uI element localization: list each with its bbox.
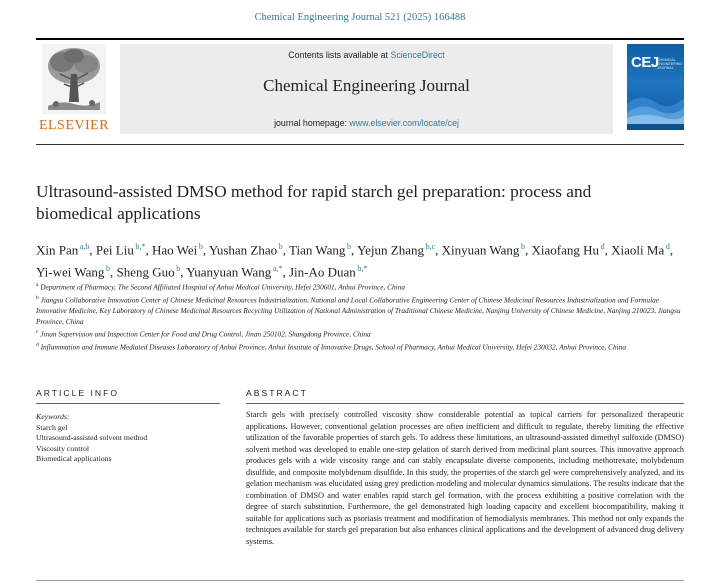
author-name[interactable]: Xiaofang Hu bbox=[531, 242, 600, 258]
cover-wave-graphic bbox=[627, 84, 684, 124]
affiliation-text: Jinan Supervision and Inspection Center for Food and Drug Control, Jinan 250102, Shangdong Province, China bbox=[38, 329, 371, 339]
author-affiliation-marker[interactable]: d bbox=[599, 242, 605, 251]
article-info-rule bbox=[36, 403, 220, 404]
affiliation-label: b bbox=[36, 295, 39, 302]
elsevier-logo[interactable] bbox=[36, 44, 112, 134]
author-name[interactable]: Yushan Zhao bbox=[208, 242, 278, 258]
contents-available-line bbox=[120, 50, 613, 60]
journal-reference-link[interactable]: Chemical Engineering Journal 521 (2025) 166488 bbox=[254, 12, 466, 23]
author-name[interactable]: Yejun Zhang bbox=[357, 242, 424, 258]
affiliation-label: a bbox=[36, 282, 39, 288]
author-name[interactable]: Hao Wei bbox=[151, 242, 198, 258]
homepage-link[interactable]: www.elsevier.com/locate/cej bbox=[349, 118, 459, 128]
affiliation-text: Jiangsu Collaborative Innovation Center of Chinese Medicinal Resources Industrialization, National and Local Collaborative Engineering Center of Chinese Medicinal Resources Industrialization and Formulae Innovative Medicine, Key Laboratory of Chinese Medicinal Resources Recycling Utilization of National Administration of Traditional Chinese Medicine, Nanjing University of Chinese Medicine, Nanjing 210023, Jiangsu Province, China bbox=[36, 295, 681, 326]
elsevier-wordmark: ELSEVIER bbox=[38, 118, 110, 133]
abstract-text: Starch gels with precisely controlled viscosity show considerable potential as topical carriers for personalized therapeutic applications. However, conventional gelation processes are often inefficient and difficult to regulate, thereby limiting the effective utilization of the favorable properties of starch gels. To address these limitations, an ultrasound-assisted dimethyl sulfoxide (DMSO) solvent method was developed to enable one-step gelation of starch derived from medicinal plant sources. This innovative approach produces gels with a wide viscosity range and can stably encapsulate diverse components, including methotrexate, molybdenum disulfide, and composite molybdenum disulfide. In this study, the properties of the starch gel were comprehensively analyzed, and its gelation mechanism was elucidated using grey prediction modeling and molecular dynamics simulations. The results indicate that the combination of DMSO and water enables rapid starch gel formation, with the process exhibiting a positive correlation with the degree of starch substitution. Furthermore, the gel demonstrated high loading capacity and excellent biocompatibility, making it suitable for applications such as psoriasis treatment and modification of hemodialysis membranes. This method not only expands the techniques available for starch gel preparation but also enhances clinical applications and the development of advanced drug delivery systems. bbox=[246, 410, 684, 547]
author-name[interactable]: Xin Pan bbox=[36, 242, 79, 258]
affiliation-text: Inflammation and Immune Mediated Diseases Laboratory of Anhui Province, Anhui Institute of Innovative Drugs, School of Pharmacy, Anhui Medical University, Hefei 230032, Anhui Province, China bbox=[38, 342, 626, 352]
author-affiliation-marker[interactable]: b bbox=[104, 264, 111, 274]
author-name[interactable]: Jin-Ao Duan bbox=[288, 264, 356, 280]
author-affiliation-marker[interactable]: b,c bbox=[423, 242, 436, 251]
keyword-item: Biomedical applications bbox=[36, 454, 112, 464]
affiliation-item bbox=[36, 280, 686, 293]
header-bottom-rule bbox=[36, 144, 684, 145]
author-affiliation-marker[interactable]: b,* bbox=[355, 264, 368, 274]
author-affiliation-marker[interactable]: a,* bbox=[271, 264, 283, 274]
keyword-item: Viscosity control bbox=[36, 443, 90, 453]
abstract-rule bbox=[246, 403, 684, 404]
author-name[interactable]: Yuanyuan Wang bbox=[186, 264, 272, 280]
affiliation-label: d bbox=[36, 342, 39, 349]
affiliation-item bbox=[36, 340, 686, 353]
article-info-heading: ARTICLE INFO bbox=[36, 388, 120, 398]
header-top-rule bbox=[36, 38, 684, 40]
author-name[interactable]: Xinyuan Wang bbox=[441, 242, 520, 258]
affiliation-item bbox=[36, 293, 686, 327]
author-affiliation-marker[interactable]: b bbox=[345, 242, 351, 251]
affiliation-item bbox=[36, 327, 686, 340]
section-end-rule bbox=[36, 580, 684, 581]
affiliation-label: c bbox=[36, 329, 39, 336]
article-title: Ultrasound-assisted DMSO method for rapid starch gel preparation: process and biomedical applications bbox=[36, 182, 592, 223]
author-affiliation-marker[interactable]: b bbox=[277, 242, 283, 251]
journal-title: Chemical Engineering Journal bbox=[263, 76, 470, 95]
author-name[interactable]: Sheng Guo bbox=[116, 264, 175, 280]
author-name[interactable]: Yi-wei Wang bbox=[36, 264, 105, 280]
author-list: Xin Pan $^{a,b}$, Pei Liu $^{b,*}$, Hao Wei $^b$, Yushan Zhao $^b$, Tian Wang $^b$, Yejun Zhang $^{b,c}$, Xinyuan Wang $^b$, Xiaofang Hu $^d$, Xiaoli Ma $^d$, Yi-wei Wang $^b$, Sheng Guo $^b$, Yuanyuan Wang $^{a,*}$, Jin-Ao Duan $^{b,*}$ bbox=[36, 242, 674, 280]
sciencedirect-link[interactable]: ScienceDirect bbox=[390, 50, 445, 60]
author-affiliation-marker[interactable]: b bbox=[174, 264, 181, 274]
journal-homepage-line bbox=[120, 118, 613, 128]
author-affiliation-marker[interactable]: d bbox=[664, 242, 670, 251]
keywords-list bbox=[36, 423, 226, 465]
cover-subtitle: CHEMICAL ENGINEERING JOURNAL bbox=[657, 58, 683, 70]
affiliation-text: Department of Pharmacy, The Second Affiliated Hospital of Anhui Medical University, Hefei 230601, Anhui Province, China bbox=[38, 282, 406, 292]
keywords-block bbox=[36, 412, 226, 465]
author-affiliation-marker[interactable]: b,* bbox=[133, 242, 146, 251]
author-affiliation-marker[interactable]: b bbox=[519, 242, 526, 251]
keywords-label: Keywords: bbox=[36, 412, 70, 421]
cover-acronym: CEJ bbox=[631, 54, 659, 71]
author-name[interactable]: Xiaoli Ma bbox=[611, 242, 665, 258]
keyword-item: Starch gel bbox=[36, 422, 68, 432]
author-affiliation-marker[interactable]: a,b bbox=[78, 242, 90, 251]
author-affiliation-marker[interactable]: b bbox=[197, 242, 203, 251]
affiliation-list bbox=[36, 280, 686, 353]
journal-cover-thumbnail[interactable] bbox=[627, 44, 684, 130]
keyword-item: Ultrasound-assisted solvent method bbox=[36, 433, 148, 443]
elsevier-tree-icon bbox=[42, 44, 106, 114]
contents-prefix: Contents lists available at bbox=[288, 50, 391, 60]
author-name[interactable]: Pei Liu bbox=[95, 242, 134, 258]
author-name[interactable]: Tian Wang bbox=[289, 242, 346, 258]
journal-banner bbox=[120, 44, 613, 134]
abstract-heading: ABSTRACT bbox=[246, 388, 308, 398]
homepage-prefix: journal homepage: bbox=[274, 118, 350, 128]
